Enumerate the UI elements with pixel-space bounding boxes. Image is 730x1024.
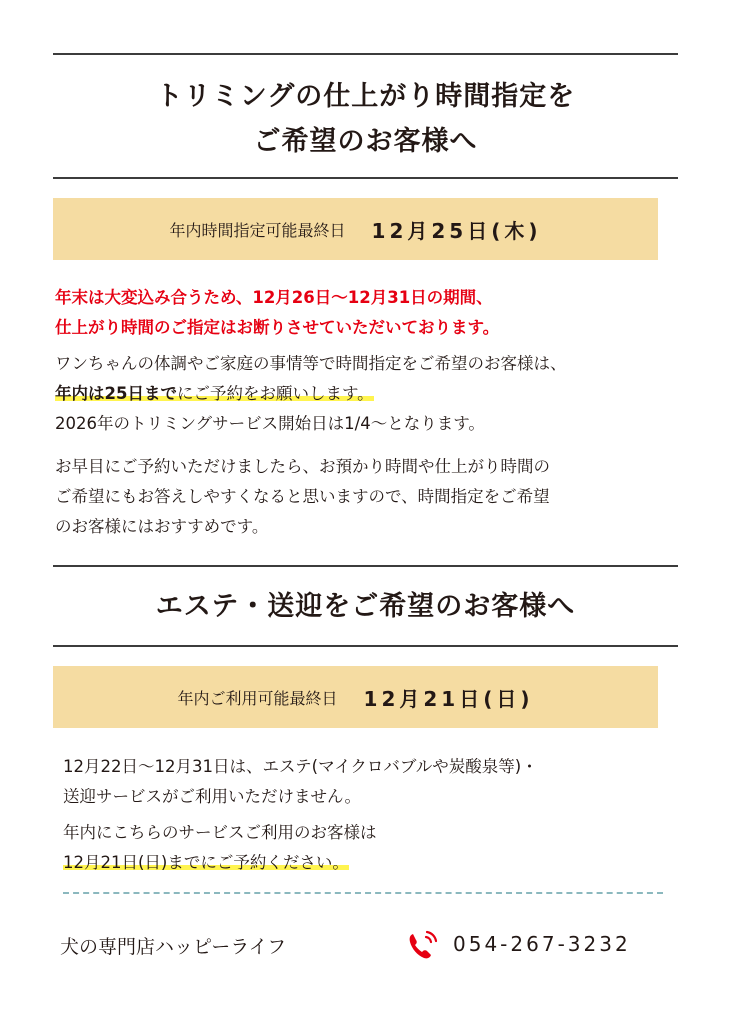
- phone-icon: [404, 928, 440, 964]
- notice-line: 年末は大変込み合うため、12月26日〜12月31日の期間、: [55, 288, 493, 307]
- section1-band-date: 12月25日(木): [371, 218, 542, 243]
- section2-band-label: 年内ご利用可能最終日: [177, 688, 338, 708]
- section1-paragraph2: [55, 452, 675, 542]
- section1-title-line2: ご希望のお客様へ: [253, 126, 478, 157]
- section2-rule: [53, 645, 678, 647]
- notice-line: 仕上がり時間のご指定はお断りさせていただいております。: [55, 318, 500, 337]
- section1-paragraph1: [55, 349, 675, 439]
- paragraph-line-highlighted: [55, 379, 675, 409]
- paragraph-line: ご希望にもお答えしやすくなると思いますので、時間指定をご希望: [55, 487, 550, 506]
- section2-band-date: 12月21日(日): [363, 686, 534, 711]
- section2-paragraph2: [63, 818, 683, 878]
- section1-band-label: 年内時間指定可能最終日: [169, 220, 346, 240]
- highlight-text: にご予約をお願いします。: [176, 384, 374, 403]
- paragraph-line: 12月22日〜12月31日は、エステ(マイクロバブルや炭酸泉等)・: [63, 757, 538, 776]
- top-rule: [53, 53, 678, 55]
- phone-number[interactable]: 054-267-3232: [453, 932, 631, 956]
- section2-paragraph1: [63, 752, 683, 812]
- paragraph-line: お早目にご予約いただけましたら、お預かり時間や仕上がり時間の: [55, 457, 550, 476]
- paragraph-line: 年内にこちらのサービスご利用のお客様は: [63, 823, 377, 842]
- footer: [60, 928, 670, 968]
- section2-title: エステ・送迎をご希望のお客様へ: [155, 591, 576, 622]
- section1-deadline-band: [53, 198, 658, 260]
- shop-name: 犬の専門店ハッピーライフ: [60, 936, 287, 958]
- section1-rule: [53, 177, 678, 179]
- paragraph-line: のお客様にはおすすめです。: [55, 517, 269, 536]
- paragraph-line: 送迎サービスがご利用いただけません。: [63, 787, 361, 806]
- paragraph-line: ワンちゃんの体調やご家庭の事情等で時間指定をご希望のお客様は、: [55, 354, 567, 373]
- highlight-text: 12月21日(日)までにご予約ください。: [63, 853, 349, 872]
- section2-top-rule: [53, 565, 678, 567]
- paragraph-line-highlighted: [63, 848, 683, 878]
- dashed-divider: [63, 892, 663, 894]
- section2-deadline-band: [53, 666, 658, 728]
- paragraph-line: 2026年のトリミングサービス開始日は1/4〜となります。: [55, 414, 485, 433]
- highlight-bold: 年内は25日まで: [55, 384, 177, 403]
- section1-notice: [55, 283, 675, 343]
- section1-title-line1: トリミングの仕上がり時間指定を: [155, 81, 576, 112]
